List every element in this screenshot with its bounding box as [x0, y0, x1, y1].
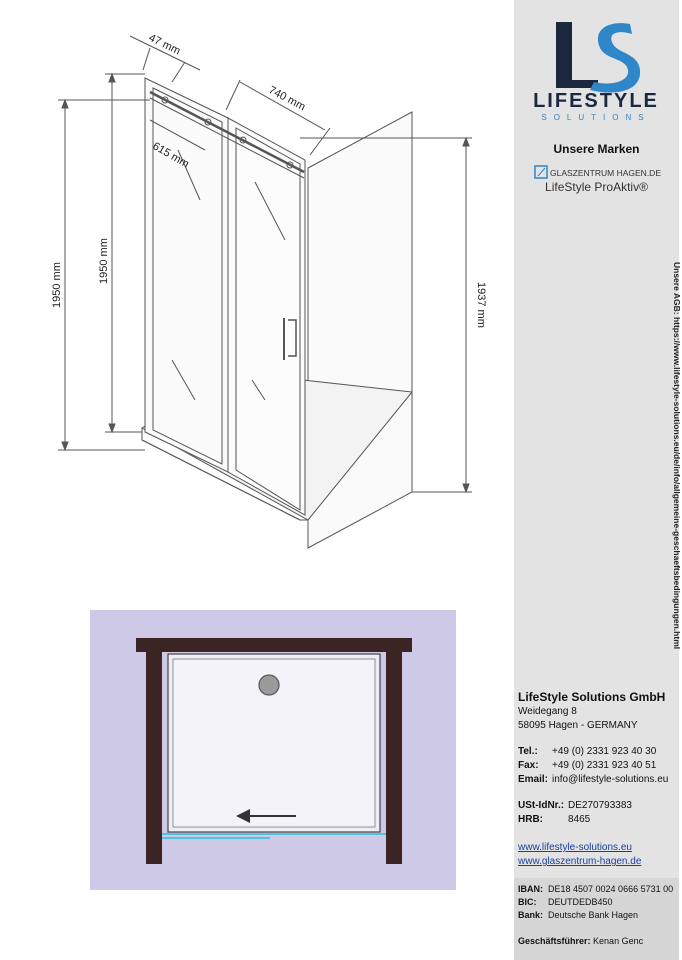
ust-value: DE270793383 [568, 800, 632, 811]
company-sidebar [514, 0, 679, 960]
company-city: 58095 Hagen - GERMANY [518, 720, 638, 731]
company-street: Weidegang 8 [518, 706, 577, 717]
website-link-glaszentrum[interactable]: www.glaszentrum-hagen.de [518, 856, 642, 867]
company-name: LifeStyle Solutions GmbH [518, 690, 666, 704]
website-link-lifestyle[interactable]: www.lifestyle-solutions.eu [518, 842, 632, 853]
tel-value[interactable]: +49 (0) 2331 923 40 30 [552, 746, 657, 757]
tel-label: Tel.: [518, 746, 538, 757]
dim-height-right-label: 1937 mm [475, 282, 487, 328]
shower-floor-plan [90, 610, 456, 890]
lifestyle-solutions-logo [514, 0, 679, 130]
terms-link[interactable]: Unsere AGB: https://www.lifestyle-solutions.eu/de/info/allgemeine-geschaeftsbedingungen.html [672, 262, 682, 650]
hrb-label: HRB: [518, 814, 543, 825]
brand-glaszentrum-text: GLASZENTRUM HAGEN.DE [550, 168, 661, 178]
email-label: Email: [518, 774, 549, 785]
terms-vertical-text[interactable] [668, 262, 682, 650]
dim-740-label: 740 mm [266, 84, 308, 114]
dim-height-inner-label: 1950 mm [98, 238, 110, 284]
brand-proaktiv: LifeStyle ProAktiv® [545, 180, 648, 194]
email-link[interactable]: info@lifestyle-solutions.eu [552, 774, 669, 785]
bic-value: DEUTDEDB450 [548, 897, 613, 907]
managing-director-label: Geschäftsführer: [518, 936, 591, 946]
hrb-value: 8465 [568, 814, 591, 825]
iban-value: DE18 4507 0024 0666 5731 00 [548, 884, 674, 894]
bank-value: Deutsche Bank Hagen [548, 910, 639, 920]
managing-director-value: Kenan Genc [593, 936, 644, 946]
logo-subtitle: SOLUTIONS [541, 113, 651, 122]
bic-label: BIC: [518, 897, 537, 907]
bank-details [514, 878, 679, 960]
bank-label: Bank: [518, 910, 544, 920]
dim-615-label: 615 mm [150, 140, 191, 171]
shower-door-technical-drawing [0, 0, 514, 560]
brands-heading: Unsere Marken [553, 142, 640, 156]
dim-47-label: 47 mm [146, 31, 183, 58]
fax-value: +49 (0) 2331 923 40 51 [552, 760, 657, 771]
iban-label: IBAN: [518, 884, 543, 894]
dim-height-left-label: 1950 mm [51, 262, 63, 308]
fax-label: Fax: [518, 760, 539, 771]
logo-wordmark: LIFESTYLE [533, 90, 659, 112]
ust-label: USt-IdNr.: [518, 800, 565, 811]
